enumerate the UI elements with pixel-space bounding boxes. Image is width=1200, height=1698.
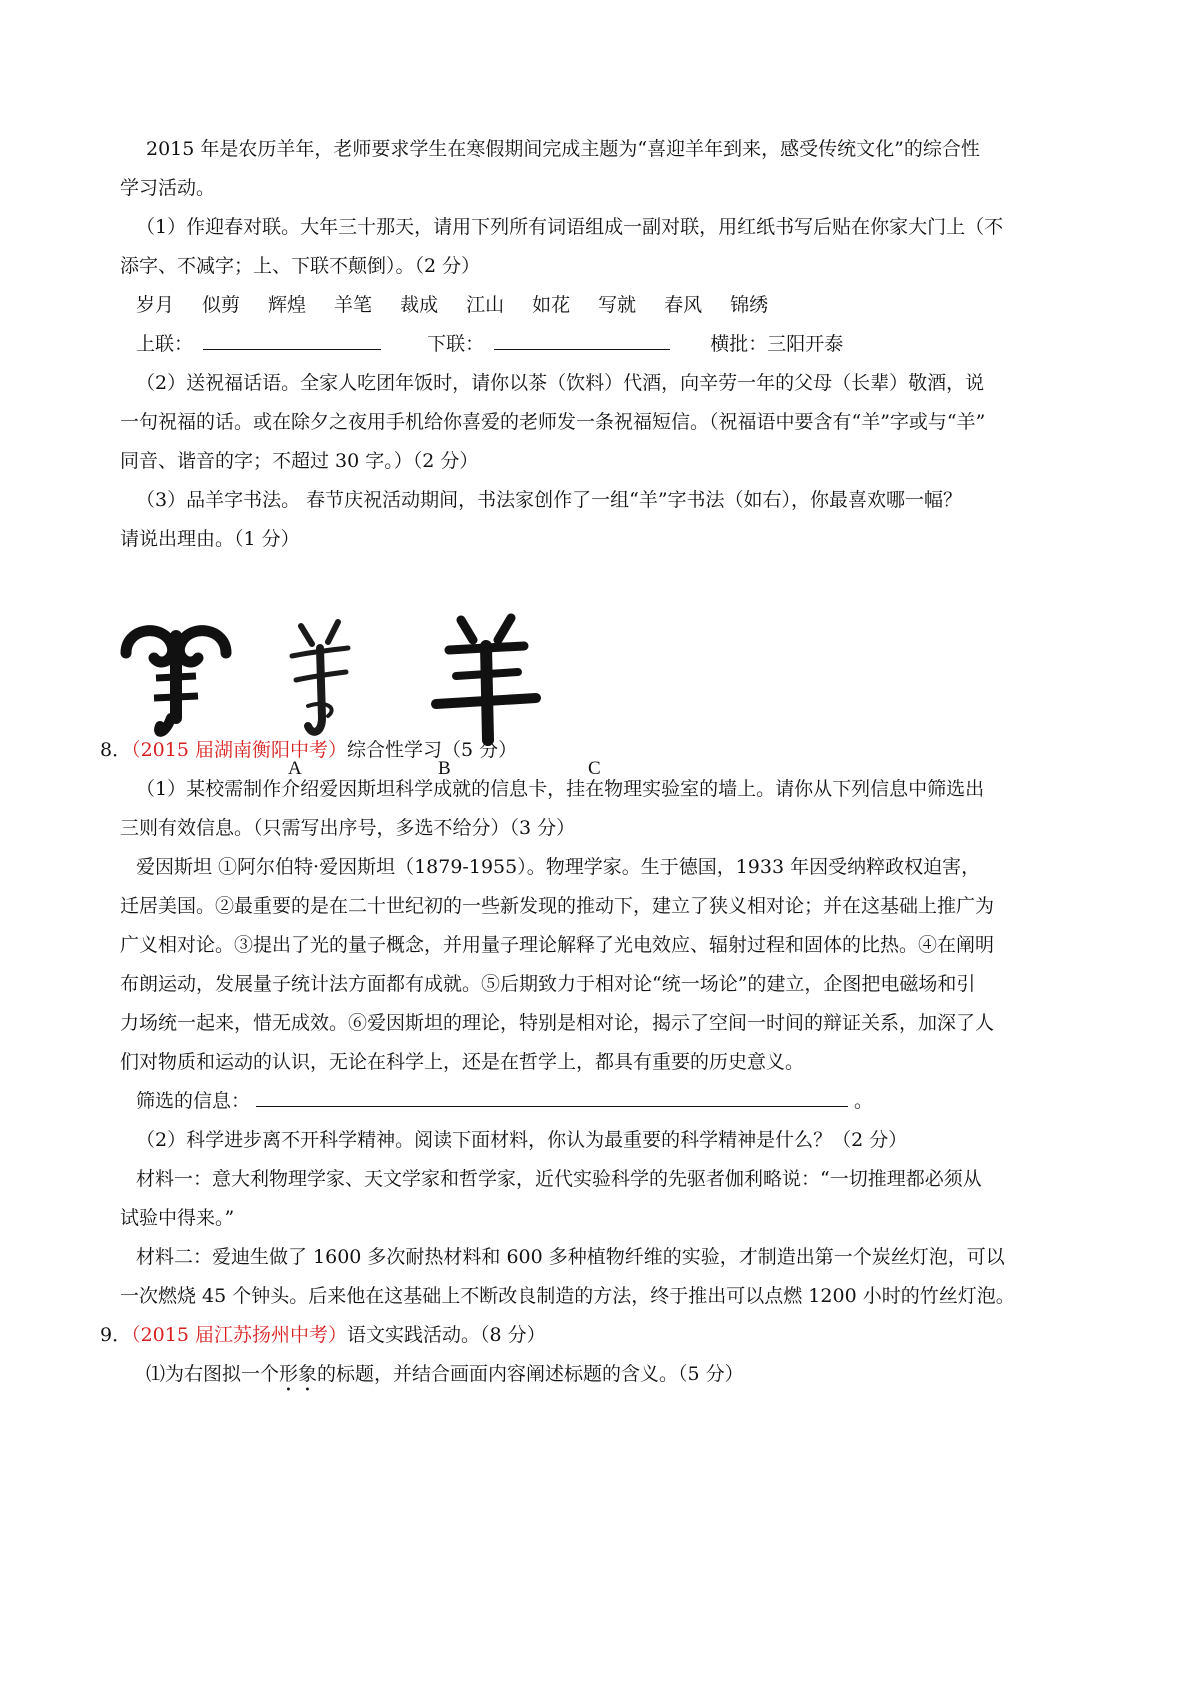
intro-line-2: 学习活动。 [120,177,216,199]
word-item: 江山 [466,294,505,316]
q8-number: 8． [100,739,132,761]
calligraphy-image [116,608,576,748]
q8-info-line: 们对物质和运动的认识，无论在科学上，还是在哲学上，都具有重要的历史意义。 [120,1051,805,1073]
q9-number: 9． [100,1324,132,1346]
material-1-line-2: 试验中得来。” [120,1207,235,1229]
q8-p1-line-2: 三则有效信息。（只需写出序号，多选不给分）（3 分） [120,817,576,839]
word-item: 写就 [598,294,637,316]
word-item: 裁成 [400,294,439,316]
q9-p1 [146,1355,1100,1396]
lower-couplet-label: 下联： [427,333,485,355]
calligraphy-b [292,622,348,732]
q8-title: 综合性学习（5 分） [347,739,518,761]
caption-a: A [288,758,302,779]
material-2-line-1: 材料二：爱迪生做了 1600 多次耐热材料和 600 多种植物纤维的实验，才制造出第一个炭丝灯泡，可以 [136,1246,1005,1268]
q8-p2: （2）科学进步离不开科学精神。阅读下面材料，你认为最重要的科学精神是什么？（2 分） [136,1129,908,1151]
q8-p1-line-1: （1）某校需制作介绍爱因斯坦科学成就的信息卡，挂在物理实验室的墙上。请你从下列信息中筛选出 [136,778,985,800]
calligraphy-figure [116,608,576,748]
lower-couplet-blank[interactable] [494,327,670,350]
q8-filter-row [136,1082,1090,1121]
word-item: 辉煌 [268,294,307,316]
calligraphy-c [436,618,536,740]
caption-c: C [588,758,601,779]
q3-line-2: 请说出理由。（1 分） [120,528,300,550]
q1-line-1: （1）作迎春对联。大年三十那天，请用下列所有词语组成一副对联，用红纸书写后贴在你家大门上（不 [136,216,1004,238]
q8-info-line: 布朗运动，发展量子统计法方面都有成就。⑤后期致力于相对论“统一场论”的建立，企图把电磁场和引 [120,973,976,995]
word-item: 似剪 [202,294,241,316]
q2-line-3: 同音、谐音的字；不超过 30 字。）（2 分） [120,450,479,472]
calligraphy-a [126,631,226,732]
q8-heading [100,731,1054,770]
filter-answer-blank[interactable] [256,1084,848,1107]
filter-label: 筛选的信息： [136,1090,251,1112]
q9-source: （2015 届江苏扬州中考） [131,1324,347,1346]
q1-line-2: 添字、不减字；上、下联不颠倒）。（2 分） [120,255,481,277]
q9-title: 语文实践活动。（8 分） [347,1324,546,1346]
q8-info-line: 力场统一起来，惜无成效。⑥爱因斯坦的理论，特别是相对论，揭示了空间一时间的辩证关系，加深了人 [120,1012,995,1034]
material-1-line-1: 材料一：意大利物理学家、天文学家和哲学家，近代实验科学的先驱者伽利略说：“一切推理都必须从 [136,1168,982,1190]
caption-b: B [438,758,451,779]
upper-couplet-label: 上联： [136,333,194,355]
material-2-line-2: 一次燃烧 45 个钟头。后来他在这基础上不断改良制造的方法，终于推出可以点燃 1200 小时的竹丝灯泡。 [120,1285,1015,1307]
q8-info-line: 爱因斯坦 ①阿尔伯特·爱因斯坦（1879-1955）。物理学家。生于德国，1933 年因受纳粹政权迫害， [136,856,981,878]
q9-p1-pre: ⑴为右图拟一个 [146,1363,280,1385]
word-item: 春风 [664,294,703,316]
q1-couplet-row [136,325,1090,364]
filter-end: 。 [854,1090,874,1112]
upper-couplet-blank[interactable] [203,327,381,350]
q8-info-line: 广义相对论。③提出了光的量子概念，并用量子理论解释了光电效应、辐射过程和固体的比热。④在阐明 [120,934,995,956]
q9-p1-post: 的标题，并结合画面内容阐述标题的含义。（5 分） [317,1363,744,1385]
intro-line-1: 2015 年是农历羊年，老师要求学生在寒假期间完成主题为“喜迎羊年到来，感受传统文化”的综合性 [146,138,980,160]
horizontal-scroll-text: 横批：三阳开泰 [710,333,844,355]
q8-source: （2015 届湖南衡阳中考） [131,739,347,761]
word-item: 羊笔 [334,294,373,316]
word-item: 如花 [532,294,571,316]
q1-word-list [136,286,1090,325]
q3-line-1: （3）品羊字书法。 春节庆祝活动期间，书法家创作了一组“羊”字书法（如右），你最喜欢哪一幅？ [136,489,963,511]
q2-line-2: 一句祝福的话。或在除夕之夜用手机给你喜爱的老师发一条祝福短信。（祝福语中要含有“羊”字或与“羊” [120,411,986,433]
word-item: 岁月 [136,294,175,316]
q2-line-1: （2）送祝福话语。全家人吃团年饭时，请你以茶（饮料）代酒，向辛劳一年的父母（长辈）敬酒，说 [136,372,985,394]
word-item: 锦绣 [730,294,769,316]
q8-info-line: 迁居美国。②最重要的是在二十世纪初的一些新发现的推动下，建立了狭义相对论；并在这基础上推广为 [120,895,995,917]
q9-heading [100,1316,1054,1355]
q9-p1-emphasis: 形象 [279,1363,318,1385]
